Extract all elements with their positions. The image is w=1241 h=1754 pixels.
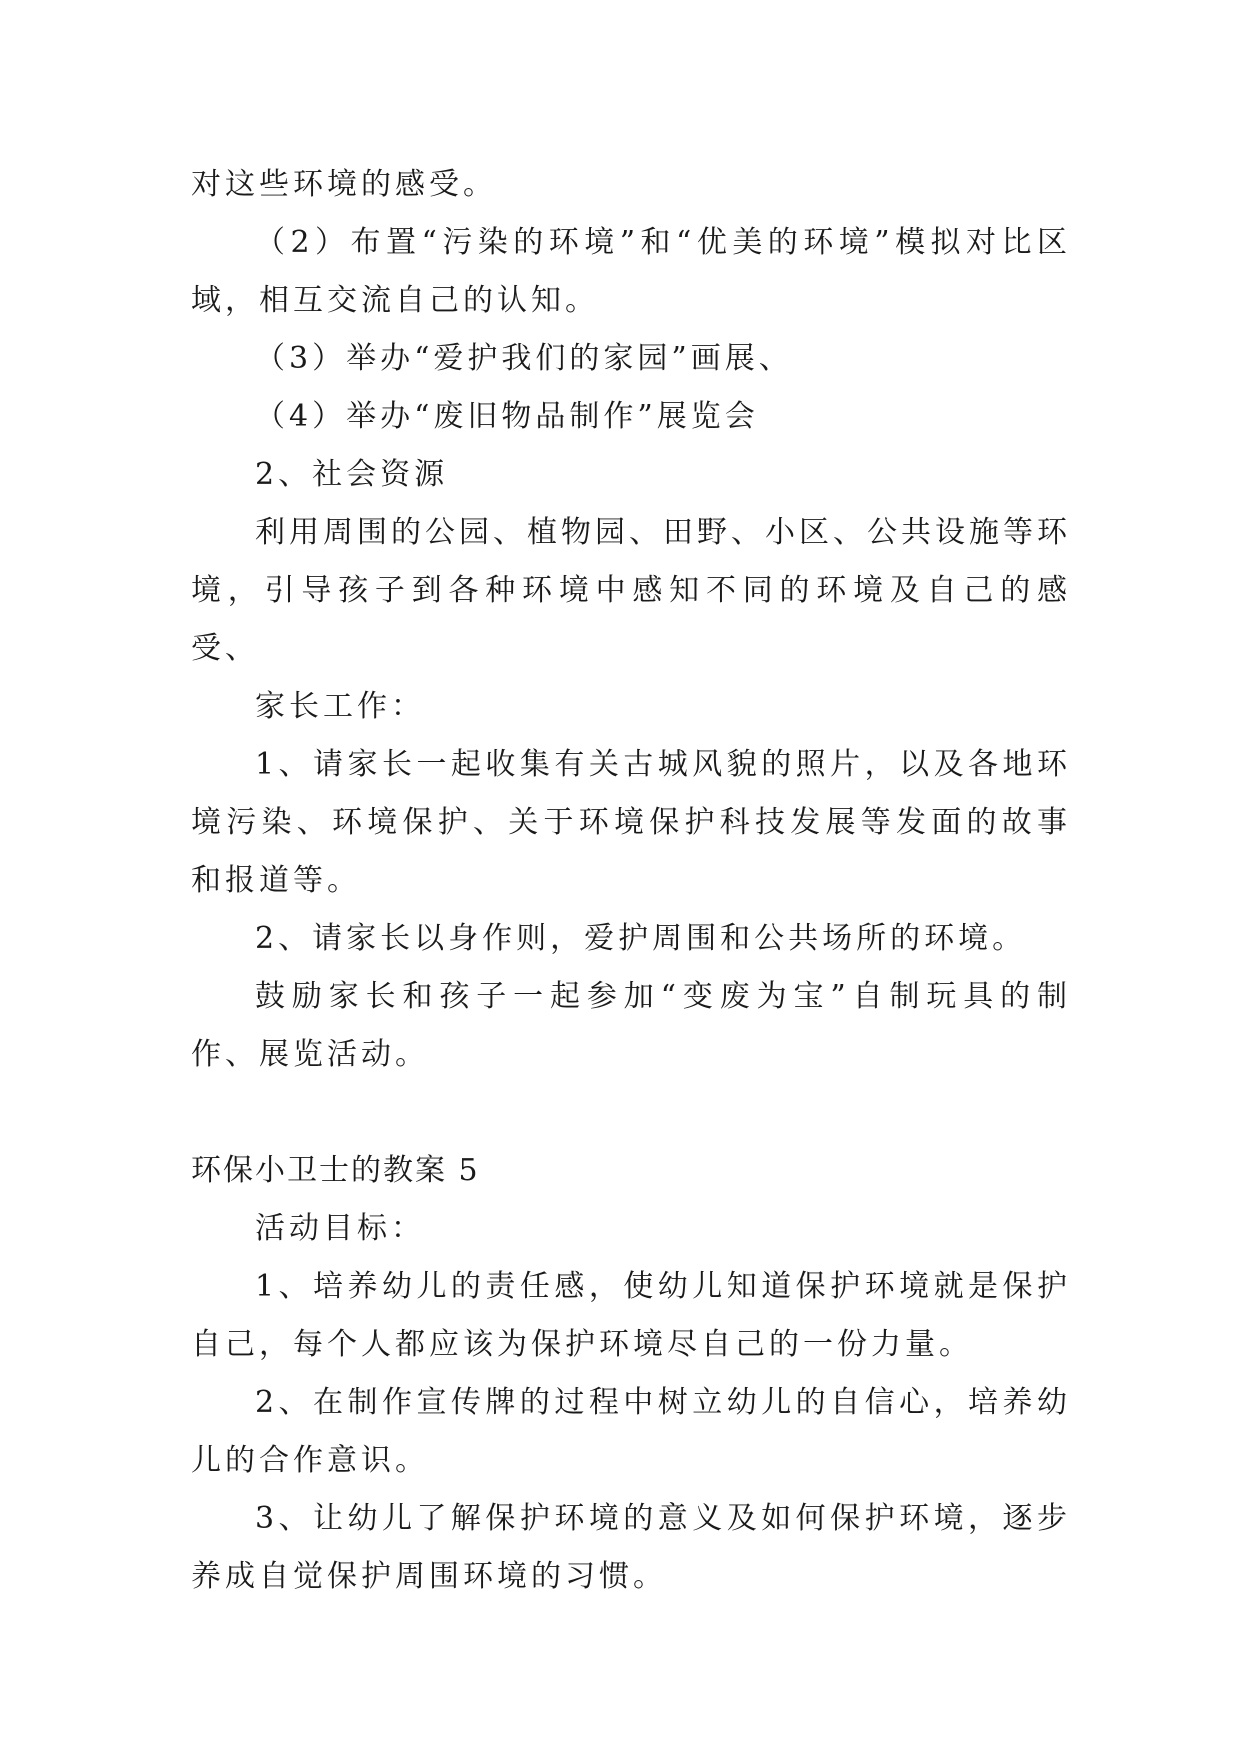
paragraph-6: 利用周围的公园、植物园、田野、小区、公共设施等环境，引导孩子到各种环境中感知不同的环境及自己的感受、 <box>191 515 1071 666</box>
paragraph-14: 3、让幼儿了解保护环境的意义及如何保护环境，逐步养成自觉保护周围环境的习惯。 <box>191 1501 1071 1594</box>
document-body <box>191 156 1071 1606</box>
paragraph-4: （4）举办“废旧物品制作”展览会 <box>255 399 759 434</box>
section-heading: 环保小卫士的教案 5 <box>191 1153 480 1188</box>
paragraph-8: 1、请家长一起收集有关古城风貌的照片，以及各地环境污染、环境保护、关于环境保护科技发展等发面的故事和报道等。 <box>191 747 1071 898</box>
paragraph-9: 2、请家长以身作则，爱护周围和公共场所的环境。 <box>255 921 1027 956</box>
paragraph-7: 家长工作： <box>255 689 425 724</box>
paragraph-10: 鼓励家长和孩子一起参加“变废为宝”自制玩具的制作、展览活动。 <box>191 979 1071 1072</box>
paragraph-3: （3）举办“爱护我们的家园”画展、 <box>255 341 793 376</box>
paragraph-2: （2）布置“污染的环境”和“优美的环境”模拟对比区域，相互交流自己的认知。 <box>191 225 1071 318</box>
paragraph-11: 活动目标： <box>255 1211 425 1246</box>
paragraph-5: 2、社会资源 <box>255 457 449 492</box>
paragraph-13: 2、在制作宣传牌的过程中树立幼儿的自信心，培养幼儿的合作意识。 <box>191 1385 1071 1478</box>
paragraph-1: 对这些环境的感受。 <box>191 167 497 202</box>
paragraph-12: 1、培养幼儿的责任感，使幼儿知道保护环境就是保护自己，每个人都应该为保护环境尽自己的一份力量。 <box>191 1269 1071 1362</box>
